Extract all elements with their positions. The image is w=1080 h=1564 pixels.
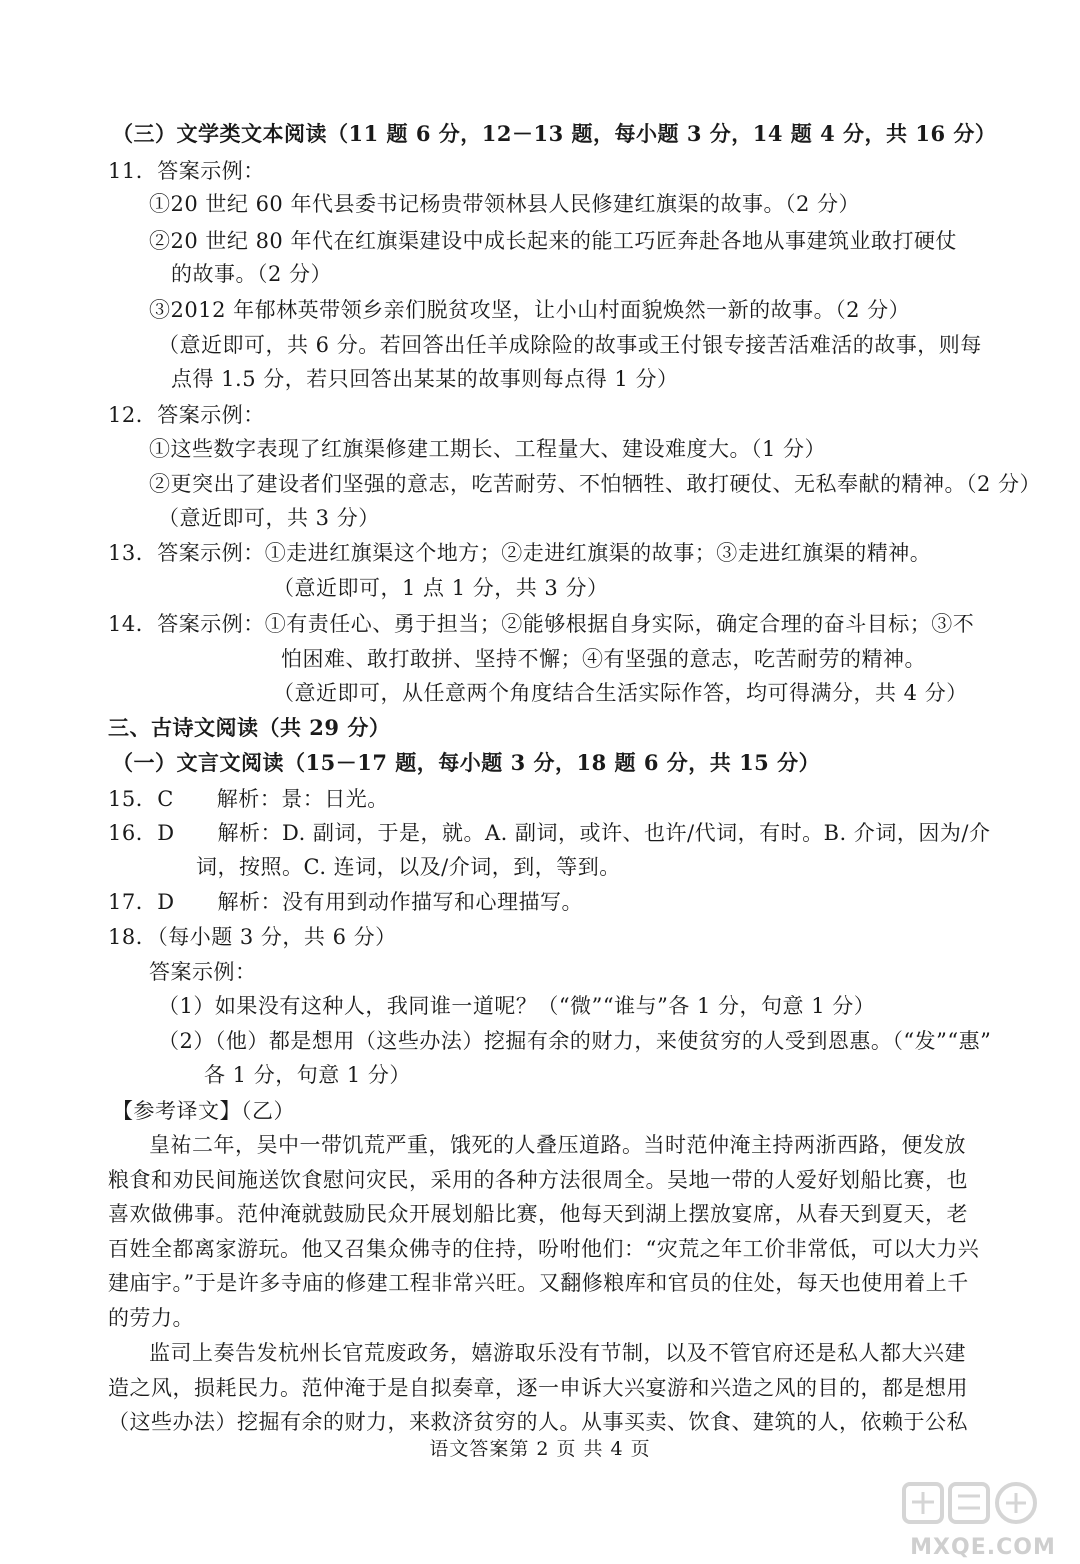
line-15: 14．答案示例：①有责任心、勇于担当；②能够根据自身实际，确定合理的奋斗目标；③不 — [108, 612, 975, 636]
line-11: ②更突出了建设者们坚强的意志，吃苦耐劳、不怕牺牲、敢打硬仗、无私奉献的精神。（2 分） — [149, 472, 1042, 496]
line-36: 监司上奏告发杭州长官荒废政务，嬉游取乐没有节制，以及不管官府还是私人都大兴建 — [149, 1341, 966, 1365]
watermark — [898, 1480, 1068, 1560]
line-35: 的劳力。 — [108, 1306, 194, 1330]
line-12: （意近即可，共 3 分） — [158, 506, 380, 530]
line-23: 17．D 解析：没有用到动作描写和心理描写。 — [108, 890, 584, 914]
line-04: ②20 世纪 80 年代在红旗渠建设中成长起来的能工巧匠奔赴各地从事建筑业敢打硬仗 — [149, 229, 957, 253]
line-07: （意近即可，共 6 分。若回答出任羊成除险的故事或王付银专接苦活难活的故事，则每 — [158, 333, 982, 357]
line-06: ③2012 年郁林英带领乡亲们脱贫攻坚，让小山村面貌焕然一新的故事。（2 分） — [149, 298, 911, 322]
line-02: 11．答案示例： — [108, 159, 265, 183]
line-38: （这些办法）挖掘有余的财力，来救济贫穷的人。从事买卖、饮食、建筑的人，依赖于公私 — [108, 1410, 968, 1434]
watermark-text: MXQE.COM — [910, 1535, 1056, 1560]
line-18: 三、古诗文阅读（共 29 分） — [108, 715, 391, 740]
line-37: 造之风，损耗民力。范仲淹于是自拟奏章，逐一申诉大兴宴游和兴造之风的目的，都是想用 — [108, 1376, 968, 1400]
line-01: （三）文学类文本阅读（11 题 6 分，12－13 题，每小题 3 分，14 题 4 分，共 16 分） — [112, 121, 997, 146]
line-21: 16．D 解析：D. 副词，于是，就。A. 副词，或许、也许/代词，有时。B. 介词，因为/介 — [108, 821, 991, 845]
line-34: 建庙宇。”于是许多寺庙的修建工程非常兴旺。又翻修粮库和官员的住处，每天也使用着上千 — [108, 1271, 969, 1295]
line-31: 粮食和劝民间施送饮食慰问灾民，采用的各种方法很周全。吴地一带的人爱好划船比赛，也 — [108, 1168, 968, 1192]
line-25: 答案示例： — [149, 960, 257, 984]
line-08: 点得 1.5 分，若只回答出某某的故事则每点得 1 分） — [171, 367, 679, 391]
line-22: 词，按照。C. 连词，以及/介词，到，等到。 — [196, 855, 621, 879]
line-24: 18．（每小题 3 分，共 6 分） — [108, 925, 397, 949]
line-16: 怕困难、敢打敢拼、坚持不懈；④有坚强的意志，吃苦耐劳的精神。 — [281, 647, 926, 671]
line-10: ①这些数字表现了红旗渠修建工期长、工程量大、建设难度大。（1 分） — [149, 437, 827, 461]
line-33: 百姓全都离家游玩。他又召集众佛寺的住持，吩咐他们：“灾荒之年工价非常低，可以大力兴 — [108, 1237, 980, 1261]
line-19: （一）文言文阅读（15－17 题，每小题 3 分，18 题 6 分，共 15 分） — [112, 750, 821, 775]
line-26: （1）如果没有这种人，我同谁一道呢？（“微”“谁与”各 1 分，句意 1 分） — [158, 994, 876, 1018]
line-32: 喜欢做佛事。范仲淹就鼓励民众开展划船比赛，他每天到湖上摆放宴席，从春天到夏天，老 — [108, 1202, 968, 1226]
line-27: （2）（他）都是想用（这些办法）挖掘有余的财力，来使贫穷的人受到恩惠。（“发”“惠” — [158, 1029, 992, 1053]
line-20: 15．C 解析：景：日光。 — [108, 787, 389, 811]
line-30: 皇祐二年，吴中一带饥荒严重，饿死的人叠压道路。当时范仲淹主持两浙西路，便发放 — [149, 1133, 966, 1157]
line-09: 12．答案示例： — [108, 403, 265, 427]
line-05: 的故事。（2 分） — [171, 262, 333, 286]
page-footer: 语文答案第 2 页 共 4 页 — [429, 1438, 651, 1460]
line-14: （意近即可，1 点 1 分，共 3 分） — [273, 576, 609, 600]
line-29: 【参考译文】（乙） — [112, 1099, 295, 1123]
line-03: ①20 世纪 60 年代县委书记杨贵带领林县人民修建红旗渠的故事。（2 分） — [149, 192, 861, 216]
line-28: 各 1 分，句意 1 分） — [204, 1063, 411, 1087]
line-17: （意近即可，从任意两个角度结合生活实际作答，均可得满分，共 4 分） — [273, 681, 968, 705]
line-13: 13．答案示例：①走进红旗渠这个地方；②走进红旗渠的故事；③走进红旗渠的精神。 — [108, 541, 932, 565]
